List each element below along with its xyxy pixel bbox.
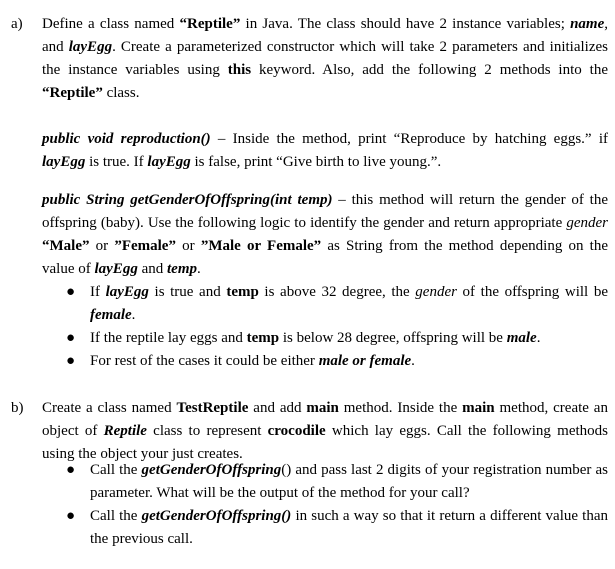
method-name: getGenderOfOffspring [141, 462, 282, 478]
text: of the offspring will be [456, 284, 608, 300]
text: which lay eggs. Call the following methods using the object your just creates. [42, 423, 608, 462]
text: , and [42, 16, 608, 55]
text: () and pass last 2 digits of your registration number as parameter. What will be the output of the method for your call? [90, 462, 608, 501]
text: . [411, 353, 415, 369]
main-keyword: main [462, 400, 495, 416]
part-a-bullet-list [62, 281, 608, 373]
part-b-bullet-list [62, 459, 608, 551]
option-male: “Male” [42, 238, 90, 254]
result-male-or-female: male or female [318, 353, 412, 369]
var-layegg: layEgg [42, 154, 86, 170]
text: or [89, 238, 115, 254]
text: class. [102, 85, 140, 101]
text: – this method will return the gender of the offspring (baby). Use the following logic to identify the gender and return appropriate [42, 192, 608, 231]
list-item [62, 505, 608, 551]
text: . [197, 261, 201, 277]
option-male-or-female: ”Male or Female” [200, 238, 322, 254]
text: Call the [90, 462, 142, 478]
var-layegg: layEgg [105, 284, 149, 300]
text: – Inside the method, print “Reproduce by hatching eggs.” if [210, 131, 608, 147]
reptile-class: Reptile [103, 423, 147, 439]
method-get-gender [42, 189, 608, 281]
text: is true. If [85, 154, 148, 170]
method-reproduction [42, 128, 608, 174]
text: . Create a parameterized constructor which will take 2 parameters and initializes the instance variables using [42, 39, 608, 78]
text: class to represent [146, 423, 268, 439]
gender-word: gender [415, 284, 457, 300]
bullet-icon: ● [66, 508, 76, 524]
text: and add [248, 400, 307, 416]
part-b-intro [42, 397, 608, 466]
result-female: female [90, 307, 132, 323]
var-temp: temp [226, 284, 259, 300]
text: Define a class named [42, 16, 180, 32]
text: is true and [148, 284, 227, 300]
text: is false, print “Give birth to live young.”. [190, 154, 442, 170]
method-signature: public String getGenderOfOffspring(int temp) [42, 192, 333, 208]
method-name: getGenderOfOffspring() [141, 508, 292, 524]
class-name: “Reptile” [179, 16, 241, 32]
part-a-intro [42, 13, 608, 105]
result-male: male [506, 330, 537, 346]
text: . [536, 330, 541, 346]
text: For rest of the cases it could be either [90, 353, 319, 369]
text: in such a way so that it return a different value than the previous call. [90, 508, 609, 547]
text: Create a class named [42, 400, 177, 416]
part-b-marker: b) [11, 400, 24, 416]
class-name: “Reptile” [42, 85, 103, 101]
bullet-icon: ● [66, 462, 76, 478]
text: is above 32 degree, the [258, 284, 416, 300]
text: is below 28 degree, offspring will be [279, 330, 507, 346]
text: keyword. Also, add the following 2 methods into the [251, 62, 608, 78]
part-a-marker: a) [11, 16, 23, 32]
list-item [62, 281, 608, 327]
bullet-icon: ● [66, 330, 76, 346]
text: or [175, 238, 201, 254]
gender-word: gender [566, 215, 608, 231]
option-female: ”Female” [114, 238, 176, 254]
var-layegg: layEgg [94, 261, 138, 277]
text: Call the [90, 508, 142, 524]
var-name: name [570, 16, 605, 32]
main-keyword: main [306, 400, 339, 416]
text: If [90, 284, 106, 300]
this-keyword: this [227, 62, 252, 78]
text: in Java. The class should have 2 instance variables; [240, 16, 571, 32]
var-layegg: layEgg [147, 154, 191, 170]
text: . [131, 307, 136, 323]
method-signature: public void reproduction() [42, 131, 211, 147]
text: and [137, 261, 167, 277]
bullet-icon: ● [66, 284, 76, 300]
var-temp: temp [246, 330, 280, 346]
class-name: TestReptile [176, 400, 249, 416]
list-item [62, 350, 608, 373]
var-layegg: layEgg [68, 39, 113, 55]
text: as String from the method depending on the value of [42, 238, 608, 277]
text: method, create an object of [42, 400, 608, 439]
text: If the reptile lay eggs and [90, 330, 247, 346]
bullet-icon: ● [66, 353, 76, 369]
list-item [62, 327, 608, 350]
var-temp: temp [167, 261, 197, 277]
list-item [62, 459, 608, 505]
crocodile-word: crocodile [267, 423, 326, 439]
text: method. Inside the [338, 400, 463, 416]
